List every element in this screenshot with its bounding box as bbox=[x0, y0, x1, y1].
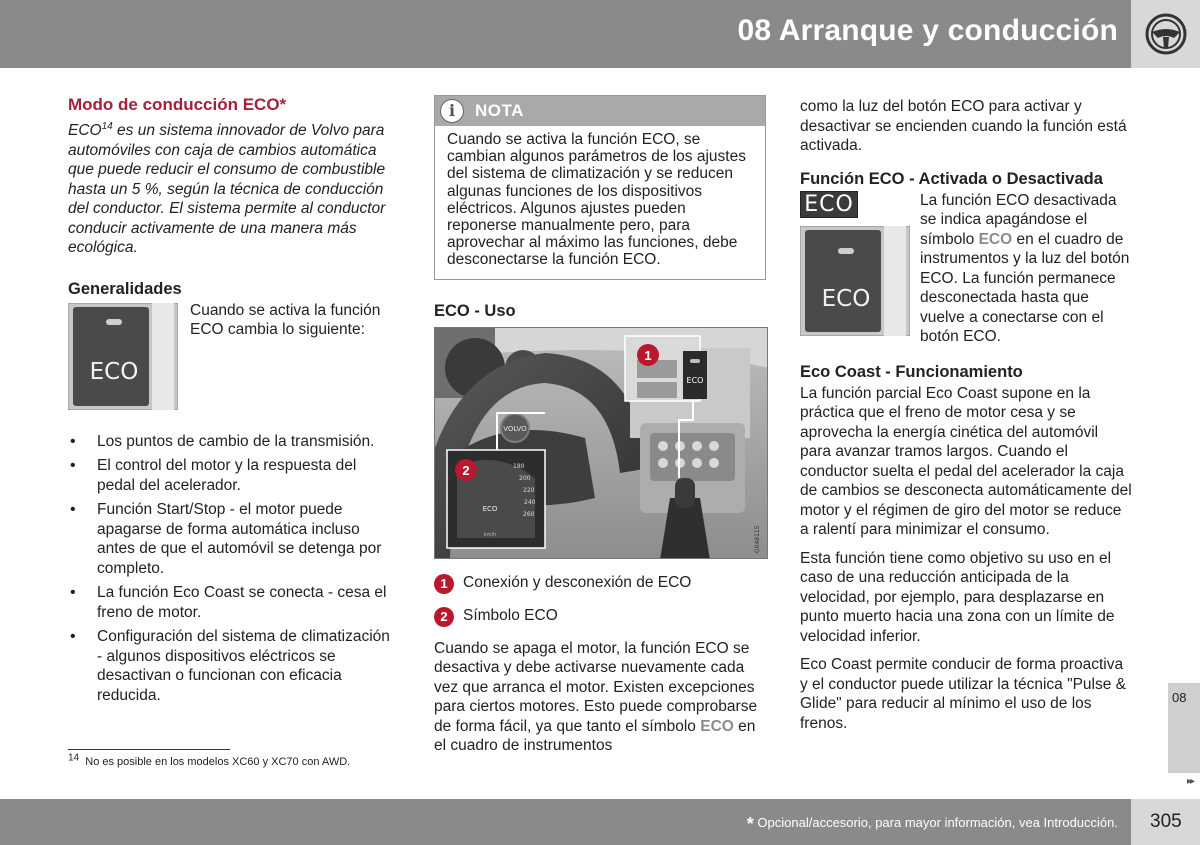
continued-paragraph: como la luz del botón ECO para activar y desactivar se encienden cuando la función está activada. bbox=[800, 98, 1127, 154]
svg-text:1: 1 bbox=[644, 347, 652, 363]
list-item: • Función Start/Stop - el motor puede apagarse de forma automática incluso antes de que el automóvil se detenga por completo. bbox=[68, 500, 398, 578]
svg-text:km/h: km/h bbox=[483, 531, 497, 538]
para-a: Cuando se apaga el motor, la función ECO se desactiva y debe activarse nuevamente cada vez que arranca el motor. Existen excepciones para ciertos motores. Esto puede comprobarse de forma fácil, ya que tanto el símbolo bbox=[434, 639, 758, 735]
section-heading-eco-coast: Eco Coast - Funcionamiento bbox=[800, 362, 1023, 381]
column-right bbox=[800, 97, 1132, 733]
column-middle bbox=[434, 95, 768, 756]
svg-text:VOLVO: VOLVO bbox=[503, 424, 527, 433]
svg-text:240: 240 bbox=[524, 498, 536, 506]
eco-symbol-inline: ECO bbox=[700, 717, 734, 735]
note-header bbox=[435, 96, 765, 126]
footer-note bbox=[747, 814, 1118, 835]
changes-list bbox=[68, 432, 398, 706]
list-item: • El control del motor y la respuesta del pedal del acelerador. bbox=[68, 456, 398, 495]
legend-text-2: Símbolo ECO bbox=[463, 606, 558, 624]
intro-paragraph bbox=[68, 121, 398, 258]
p1a: La función ECO desactivada se indica apagándose el símbolo bbox=[920, 191, 1117, 248]
eco-symbol-inline: ECO bbox=[978, 230, 1013, 248]
page-number: 305 bbox=[1150, 811, 1182, 832]
svg-text:200: 200 bbox=[519, 474, 531, 482]
list-item: • La función Eco Coast se conecta - cesa el freno de motor. bbox=[68, 583, 398, 622]
svg-text:260: 260 bbox=[523, 510, 535, 518]
next-page-arrows-icon: ▸▸ bbox=[1187, 776, 1194, 787]
dashboard-photo bbox=[434, 327, 768, 559]
svg-text:2: 2 bbox=[462, 462, 470, 478]
sub-heading-generalidades: Generalidades bbox=[68, 279, 182, 298]
intro-eco: ECO bbox=[68, 122, 102, 139]
svg-text:ECO: ECO bbox=[821, 285, 871, 312]
generalidades-lead: Cuando se activa la función ECO cambia lo siguiente: bbox=[190, 301, 381, 338]
column-left bbox=[68, 95, 398, 710]
list-item: • Configuración del sistema de climatización - algunos dispositivos eléctricos se desactivan o funcionan con eficacia reducida. bbox=[68, 627, 398, 705]
para-b: en el cuadro de instrumentos bbox=[434, 717, 756, 755]
svg-text:G048115: G048115 bbox=[754, 525, 761, 553]
callout-badge-2: 2 bbox=[434, 607, 454, 627]
chapter-icon-box bbox=[1131, 0, 1200, 68]
footer-text: Opcional/accesorio, para mayor información, vea Introducción. bbox=[753, 815, 1118, 830]
eco-symbol-badge: ECO bbox=[800, 191, 858, 218]
dashboard-illustration bbox=[435, 328, 768, 559]
eco-coast-paragraph: La función parcial Eco Coast supone en la práctica que el freno de motor cesa y se aprovecha la energía cinética del automóvil para avanzar tramos largos. Cuando el conductor suelta el pedal del acelerador la caja de cambios se desconecta automáticamente del motor y el régimen de giro del motor se reduce a ralentí para minimizar el consumo. bbox=[800, 384, 1132, 538]
chapter-title: 08 Arranque y conducción bbox=[737, 14, 1118, 47]
footnote-number: 14 bbox=[68, 752, 80, 764]
footnote-rule bbox=[68, 749, 230, 750]
intro-rest: es un sistema innovador de Volvo para automóviles con caja de cambios automática que puede reducir el consumo de combustible hasta un 5 %, según la técnica de conducción del conductor. El sistema permite al conductor conducir activamente de una manera más ecológica. bbox=[68, 122, 386, 256]
svg-text:ECO: ECO bbox=[686, 375, 704, 385]
eco-button-image-off bbox=[800, 226, 910, 336]
note-box bbox=[434, 95, 766, 280]
note-text: Cuando se activa la función ECO, se cambian algunos parámetros de los ajustes del sistema de climatización y se reducen algunas funciones de los dispositivos eléctricos. Algunos ajustes pueden reponerse manualmente pero, para aprovechar al máximo las funciones, debe desconectarse la función ECO. bbox=[447, 131, 746, 269]
footnote-text: No es posible en los modelos XC60 y XC70 con AWD. bbox=[85, 756, 351, 768]
eco-coast-purpose-paragraph: Esta función tiene como objetivo su uso en el caso de una reducción anticipada de la velocidad, por ejemplo, para desplazarse en punto muerto hacia una zona con un límite de velocidad inferior. bbox=[800, 549, 1115, 645]
section-heading-eco-uso: ECO - Uso bbox=[434, 301, 516, 320]
footnote-ref: 14 bbox=[101, 120, 113, 132]
callout-badge-1: 1 bbox=[434, 574, 454, 594]
svg-text:220: 220 bbox=[523, 486, 535, 494]
eco-coast-pulse-paragraph: Eco Coast permite conducir de forma proactiva y el conductor puede utilizar la técnica "Pulse & Glide" para reducir al mínimo el uso de los frenos. bbox=[800, 656, 1127, 732]
info-icon: i bbox=[440, 99, 464, 123]
steering-wheel-icon bbox=[1144, 12, 1188, 56]
section-heading-eco-mode: Modo de conducción ECO* bbox=[68, 95, 287, 114]
legend-item-2 bbox=[434, 606, 768, 627]
note-body bbox=[435, 126, 765, 279]
legend-text-1: Conexión y desconexión de ECO bbox=[463, 573, 692, 591]
chapter-side-tab-label: 08 bbox=[1172, 690, 1187, 705]
footer-star: * bbox=[746, 814, 754, 834]
list-item: • Los puntos de cambio de la transmisión. bbox=[68, 432, 398, 452]
svg-text:180: 180 bbox=[513, 462, 525, 470]
footnote bbox=[68, 752, 351, 768]
note-label: NOTA bbox=[475, 101, 524, 120]
engine-off-paragraph bbox=[434, 639, 768, 756]
svg-text:ECO: ECO bbox=[482, 504, 498, 513]
svg-text:ECO: ECO bbox=[89, 358, 139, 385]
eco-button-image bbox=[68, 303, 178, 410]
eco-images bbox=[800, 191, 918, 336]
p1b: en el cuadro de instrumentos y la luz del botón ECO. La función permanece desconectada hasta que vuelve a conectarse con el botón ECO. bbox=[920, 230, 1130, 345]
legend-item-1 bbox=[434, 573, 768, 594]
section-heading-eco-status: Función ECO - Activada o Desactivada bbox=[800, 169, 1103, 188]
